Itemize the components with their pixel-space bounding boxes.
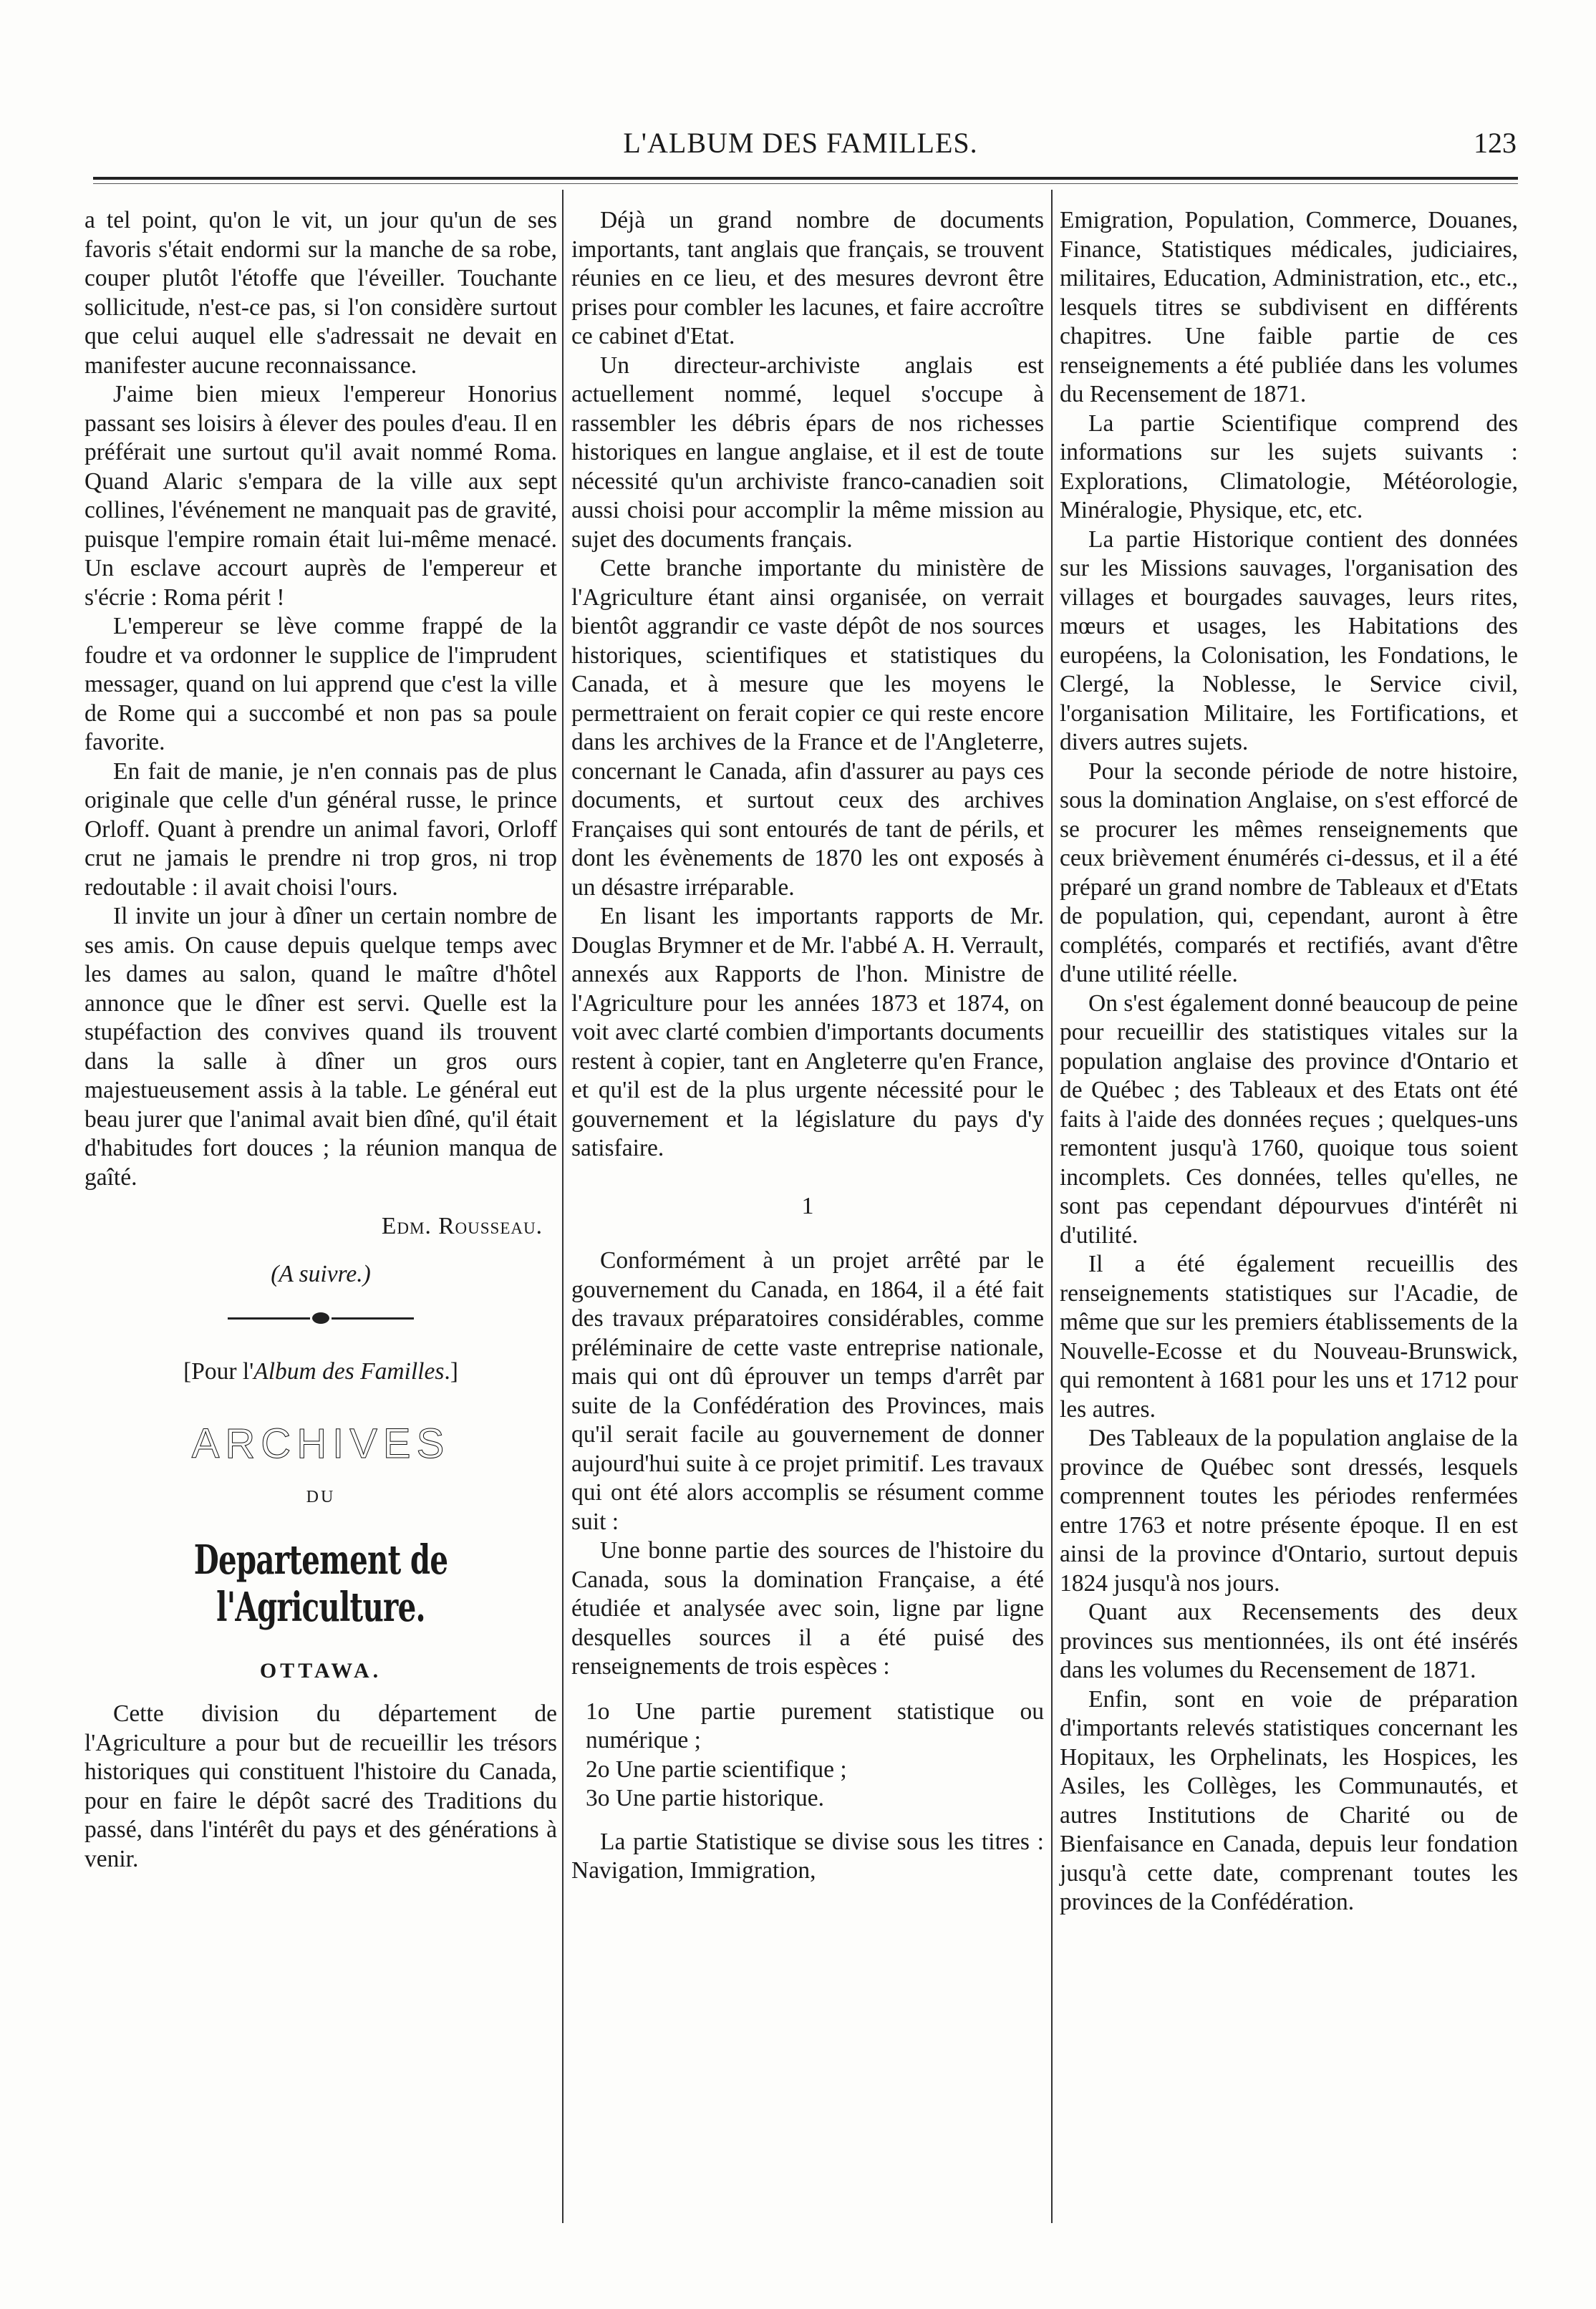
article-subtitle-du: DU [306, 1488, 336, 1506]
paragraph: Un directeur-archiviste anglais est actuellement nommé, lequel s'occupe à rassembler les débris épars de nos richesses historiques en langue anglaise, et il est de toute nécessité qu'un archiviste franco-canadien soit aussi choisi pour accomplir la même mission au sujet des documents français. [571, 352, 1044, 553]
paragraph: En fait de manie, je n'en connais pas de plus originale que celle d'un général russe, le prince Orloff. Quant à prendre un animal favori, Orloff crut ne jamais le prendre ni trop gros, ni trop redoutable : il avait choisi l'ours. [84, 757, 557, 901]
paragraph: Quant aux Recensements des deux provinces sus mentionnées, ils ont été insérés dans les volumes du Recensement de 1871. [1060, 1599, 1518, 1683]
paragraph: Emigration, Population, Commerce, Douanes, Finance, Statistiques médicales, judiciaires, militaires, Education, Administration, etc., etc., lesquels titres se subdivisent en différents chapitres. Une faible partie de ces renseignements a été publiée dans les volumes du Recensement de 1871. [1060, 207, 1518, 407]
column-divider [1051, 190, 1053, 2223]
paragraph: Enfin, sont en voie de préparation d'importants relevés statistiques concernant les Hopitaux, les Orphelinats, les Hospices, les Asiles, les Collèges, les Communautés, et autres Institutions de Charité ou de Bienfaisance en Canada, depuis leur fondation jusqu'à cette date, comprenant toutes les provinces de la Confédération. [1060, 1685, 1518, 1915]
paragraph: J'aime bien mieux l'empereur Honorius passant ses loisirs à élever des poules d'eau. Il en préférait une surtout qu'il avait nommé Roma. Quand Alaric s'empara de la ville aux sept collines, l'événement ne manquait pas de gravité, puisque l'empire romain était lui-même menacé. Un esclave accourt auprès de l'empereur et s'écrie : Roma périt ! [84, 381, 557, 611]
header-rule-thin [93, 183, 1518, 184]
paragraph: Il invite un jour à dîner un certain nombre de ses amis. On cause depuis quelque temps avec les dames au salon, quand le maître d'hôtel annonce que le dîner est servi. Quelle est la stupéfaction des convives quand ils trouvent dans la salle à dîner un gros ours majestueusement assis à la table. Le général eut beau jurer que l'animal avait bien dîné, qu'il était d'habitudes fort douces ; la réunion manqua de gaîté. [84, 903, 557, 1191]
article-city: OTTAWA. [259, 1658, 382, 1683]
column-3 [1060, 206, 1518, 1917]
paragraph: L'empereur se lève comme frappé de la foudre et va ordonner le supplice de l'imprudent messager, quand on lui apprend que c'est la ville de Rome qui a succombé et non pas sa poule favorite. [84, 613, 557, 755]
paragraph: On s'est également donné beaucoup de peine pour recueillir des statistiques vitales sur la population anglaise des province d'Ontario et de Québec ; des Tableaux et des Etats ont été faits à l'aide des données reçues ; quelques-uns remontent jusqu'à 1760, quoique tous soient incomplets. Ces données, telles qu'elles, ne sont pas cependant dépourvues d'intérêt ni d'utilité. [1060, 989, 1518, 1249]
author-signature: Edm. Rousseau. [381, 1213, 543, 1239]
paragraph: La partie Historique contient des données sur les Missions sauvages, l'organisation des villages et bourgades sauvages, leurs rites, mœurs et usages, les Habitations des européens, la Colonisation, les Fondations, le Clergé, la Noblesse, le Service civil, l'organisation Militaire, les Fortifications, et divers autres sujets. [1060, 526, 1518, 755]
paragraph: Des Tableaux de la population anglaise de la province de Québec sont dressés, lesquels comprennent toutes les périodes renfermées entre 1763 et notre présente époque. Il en est ainsi de la province d'Ontario, surtout depuis 1824 jusqu'à nos jours. [1060, 1425, 1518, 1597]
paragraph: Cette division du département de l'Agriculture a pour but de recueillir les trésors historiques qui constituent l'histoire du Canada, pour en faire le dépôt sacré des Traditions du passé, dans l'intérêt du pays et des générations à venir. [84, 1700, 557, 1872]
paragraph: Il a été également recueillis des renseignements statistiques sur l'Acadie, de même que sur les premiers établissements de la Nouvelle-Ecosse et du Nouveau-Brunswick, qui remontent à 1681 pour les uns et 1712 pour les autres. [1060, 1251, 1518, 1423]
page-number: 123 [1474, 127, 1517, 159]
column-2 [571, 206, 1044, 1886]
page-header [84, 120, 1517, 170]
paragraph: En lisant les importants rapports de Mr. Douglas Brymner et de Mr. l'abbé A. H. Verrault, annexés aux Rapports de l'hon. Ministre de l'Agriculture pour les années 1873 et 1874, on voit avec clarté combien d'importants documents restent à copier, tant en Angleterre qu'en France, et qu'il est de la plus urgente nécessité pour le gouvernement et la législature du pays d'y satisfaire. [571, 903, 1044, 1161]
section-ornament [228, 1307, 414, 1329]
paragraph: Une bonne partie des sources de l'histoire du Canada, sous la domination Française, a été étudiée et analysée avec soin, ligne par ligne desquelles sources il a été puisé des renseignements de trois espèces : [571, 1537, 1044, 1680]
paragraph: Conformément à un projet arrêté par le gouvernement du Canada, en 1864, il a été fait des travaux préparatoires considérables, comme préléminaire de cette vaste entreprise nationale, mais qui ont dû éprouver un temps d'arrêt par suite de la Confédération des Provinces, mais qu'il serait facile au gouvernement de donner aujourd'hui suite à ce projet primitif. Les travaux qui ont été alors accomplis se résument comme suit : [571, 1247, 1044, 1535]
section-number: 1 [801, 1192, 814, 1219]
header-rule [93, 177, 1518, 180]
paragraph: Cette branche importante du ministère de l'Agriculture étant ainsi organisée, on verrait bientôt aggrandir ce vaste dépôt de nos sources historiques, scientifiques et statistiques du Canada, et à mesure que les moyens le permettraient on ferait copier ce qui reste encore dans les archives de la France et de l'Angleterre, concernant le Canada, afin d'assurer au pays ces documents, et surtout ceux des archives Françaises qui sont entourés de tant de périls, et dont les évènements de 1870 les ont exposés à un désastre irréparable. [571, 555, 1044, 901]
paragraph: a tel point, qu'on le vit, un jour qu'un de ses favoris s'était endormi sur la manche de sa robe, couper plutôt l'étoffe que l'éveiller. Touchante sollicitude, n'est-ce pas, si l'on considère surtout que celui auquel elle s'adressait ne devait en manifester aucune reconnaissance. [84, 207, 557, 379]
article-title: ARCHIVES [191, 1420, 450, 1467]
publication-credit: [Pour l'Album des Familles.] [183, 1358, 458, 1385]
column-1 [84, 206, 557, 1874]
list-item: 2o Une partie scientifique ; [586, 1756, 847, 1783]
paragraph: La partie Scientifique comprend des informations sur les sujets suivants : Explorations, Climatologie, Météorologie, Minéralogie, Physique, etc, etc. [1060, 410, 1518, 523]
article-department-title: Departement de l'Agriculture. [193, 1536, 448, 1631]
to-be-continued: (A suivre.) [271, 1260, 371, 1287]
list-item: 3o Une partie historique. [586, 1785, 825, 1811]
paragraph: Déjà un grand nombre de documents importants, tant anglais que français, se trouvent réunies en ce lieu, et des mesures devront être prises pour combler les lacunes, et faire accroître ce cabinet d'Etat. [571, 207, 1044, 349]
paragraph: Pour la seconde période de notre histoire, sous la domination Anglaise, on s'est efforcé de se procurer les mêmes renseignements que ceux brièvement énumérés ci-dessus, et il a été préparé un grand nombre de Tableaux et d'Etats de population, qui, cependant, auront à être complétés, comparés et rectifiés, avant d'être d'une utilité réelle. [1060, 757, 1518, 987]
column-divider [562, 190, 564, 2223]
paragraph: La partie Statistique se divise sous les titres : Navigation, Immigration, [571, 1828, 1044, 1884]
list-item: 1o Une partie purement statistique ou numérique ; [586, 1698, 1044, 1753]
sources-list [571, 1698, 1044, 1814]
running-title: L'ALBUM DES FAMILLES. [623, 127, 978, 159]
